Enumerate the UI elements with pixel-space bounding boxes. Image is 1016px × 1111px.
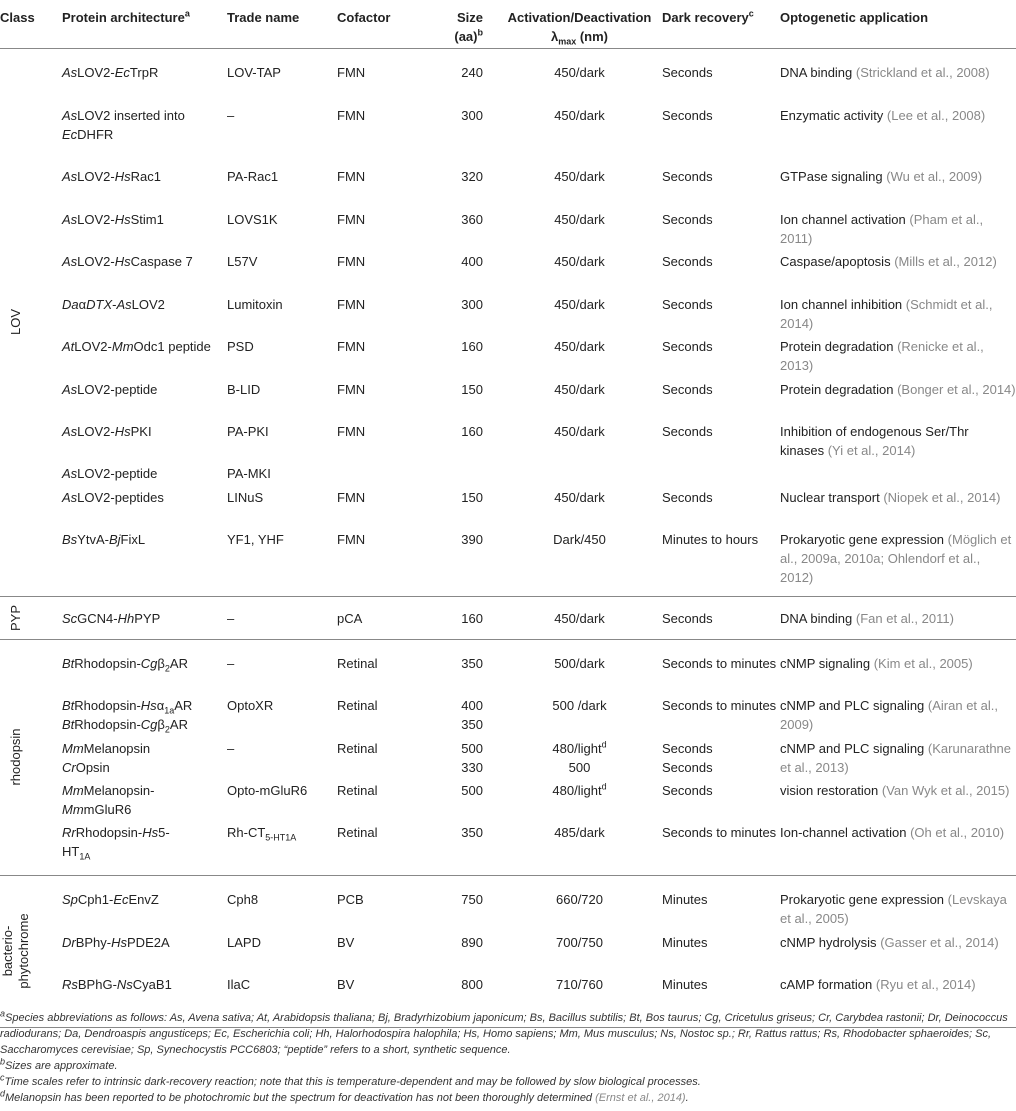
size-cell: 360: [461, 212, 483, 227]
cofactor-cell: FMN: [337, 212, 366, 227]
trade-cell: –: [227, 596, 337, 639]
activation-cell: 450/dark: [554, 297, 605, 312]
dark-cell: Minutes to hours: [662, 530, 780, 596]
trade-cell: Opto-mGluR6: [227, 783, 308, 798]
activation-cell: 450/dark: [554, 490, 605, 505]
application-cell: cNMP hydrolysis (Gasser et al., 2014): [780, 935, 999, 950]
architecture-cell: AsLOV2-peptide: [62, 382, 158, 397]
cofactor-cell: FMN: [337, 65, 366, 80]
architecture-cell: BtRhodopsin-Cgβ$_2$AR: [62, 656, 188, 674]
application-cell: DNA binding (Fan et al., 2011): [780, 596, 1016, 639]
cofactor-cell: Retinal: [337, 656, 378, 671]
activation-cell: 500 /dark: [552, 698, 607, 713]
trade-cell: LOVS1K: [227, 212, 278, 227]
trade-cell: PSD: [227, 339, 254, 354]
cofactor-cell: FMN: [337, 339, 366, 354]
application-cell: cNMP and PLC signaling (Karunarathne et al., 2013): [780, 741, 1012, 775]
architecture-cell: AsLOV2-HsStim1: [62, 212, 164, 227]
architecture-cell: MmMelanopsin CrOpsin: [62, 741, 151, 775]
activation-cell: 450/dark: [554, 65, 605, 80]
group-label-pyp: PYP: [0, 596, 62, 639]
dark-cell: Seconds to minutes: [662, 656, 777, 671]
cofactor-cell: pCA: [337, 596, 427, 639]
activation-cell: 710/760: [497, 975, 662, 1027]
activation-cell: 450/dark: [554, 108, 605, 123]
dark-cell: Seconds: [662, 108, 713, 123]
architecture-cell: AtLOV2-MmOdc1 peptide: [62, 339, 211, 354]
architecture-cell: MmMelanopsin- MmmGluR6: [62, 783, 155, 817]
header-cofactor: Cofactor: [337, 0, 427, 48]
header-size: Size (aa)$^b$: [427, 0, 497, 48]
application-cell: DNA binding (Strickland et al., 2008): [780, 65, 990, 80]
table-row: [0, 106, 1016, 167]
architecture-cell: SpCph1-EcEnvZ: [62, 892, 159, 907]
application-cell: Protein degradation (Renicke et al., 2013): [780, 339, 984, 373]
activation-cell: Dark/450: [497, 530, 662, 596]
footnote-a: $^a$Species abbreviations as follows: As, Avena sativa; At, Arabidopsis thaliana; Bj, Bradyrhizobium japonicum; Bs, Bacillus subtilis; Bt, Bos taurus; Cg, Cricetulus griseus; Cr, Carybdea rastonii; Dr, Deinococcus radiodurans; Da, Dendroaspis angusticeps; Ec, Escherichia coli; Hh, Halorhodospira halophila; Hs, Homo sapiens; Mm, Mus musculus; Ns, Nostoc sp.; Rr, Rattus rattus; Rs, Rhodobacter sphaeroides; Sc, Saccharomyces cerevisiae; Sp, Synechocystis PCC6803; “peptide” refers to a short, synthetic sequence.: [0, 1008, 1008, 1056]
application-cell: Nuclear transport (Niopek et al., 2014): [780, 490, 1001, 505]
activation-cell: 480/light$^d$ 500: [552, 739, 607, 775]
trade-cell: LOV-TAP: [227, 65, 281, 80]
dark-cell: Seconds: [662, 424, 713, 439]
table-row: [0, 530, 1016, 596]
application-cell: Caspase/apoptosis (Mills et al., 2012): [780, 254, 997, 269]
size-cell: 350: [461, 656, 483, 671]
architecture-cell: AsLOV2-EcTrpR: [62, 65, 159, 80]
footnote-d: $^d$Melanopsin has been reported to be photochromic but the spectrum for deactivation has not been thoroughly determined (Ernst et al., 2014).: [0, 1088, 689, 1104]
size-cell: 320: [461, 169, 483, 184]
activation-cell: 450/dark: [554, 254, 605, 269]
cofactor-cell: BV: [337, 935, 355, 950]
table-row: [0, 933, 1016, 975]
cofactor-cell: Retinal: [337, 741, 378, 756]
size-cell: 240: [461, 65, 483, 80]
trade-cell: LAPD: [227, 935, 261, 950]
table-row: [0, 596, 1016, 639]
header-activation: Activation/Deactivation $\lambda_{max}$ (nm): [497, 0, 662, 48]
dark-cell: Minutes: [662, 975, 780, 1027]
cofactor-cell: FMN: [337, 490, 366, 505]
size-cell: 400: [461, 254, 483, 269]
architecture-cell: AsLOV2-peptides: [62, 490, 164, 505]
application-cell: Enzymatic activity (Lee et al., 2008): [780, 108, 986, 123]
dark-cell: Seconds: [662, 254, 713, 269]
size-cell: 750: [461, 892, 483, 907]
header-row: [0, 0, 1016, 48]
header-architecture: Protein architecture$^a$: [62, 0, 227, 48]
cofactor-cell: FMN: [337, 424, 366, 439]
application-cell: Inhibition of endogenous Ser/Thr kinases (Yi et al., 2014): [780, 424, 969, 458]
architecture-cell: AsLOV2-HsRac1: [62, 169, 161, 184]
trade-cell: YF1, YHF: [227, 530, 337, 596]
activation-cell: 450/dark: [554, 382, 605, 397]
footnote-c: $^c$Time scales refer to intrinsic dark-recovery reaction; note that this is temperature-dependent and may be followed by slow biological processes.: [0, 1072, 701, 1088]
group-label-lov: LOV: [0, 48, 62, 596]
size-cell: 890: [461, 935, 483, 950]
dark-cell: Seconds: [662, 169, 713, 184]
cofactor-cell: FMN: [337, 169, 366, 184]
cofactor-cell: Retinal: [337, 698, 378, 713]
cofactor-cell: Retinal: [337, 823, 427, 875]
activation-cell: 480/light$^d$: [552, 781, 607, 798]
footnote-b: $^b$Sizes are approximate.: [0, 1056, 118, 1072]
trade-cell: IlaC: [227, 975, 337, 1027]
application-cell: Prokaryotic gene expression (Möglich et al., 2009a, 2010a; Ohlendorf et al., 2012): [780, 530, 1016, 596]
table-row: [0, 781, 1016, 823]
application-cell: Protein degradation (Bonger et al., 2014): [780, 382, 1016, 397]
size-cell: 500: [461, 783, 483, 798]
table-row: [0, 890, 1016, 933]
dark-cell: Seconds: [662, 212, 713, 227]
table-row: [0, 63, 1016, 106]
table-row: [0, 488, 1016, 530]
trade-cell: PA-MKI: [227, 466, 271, 481]
application-cell: GTPase signaling (Wu et al., 2009): [780, 169, 983, 184]
cofactor-cell: FMN: [337, 382, 366, 397]
trade-cell: Lumitoxin: [227, 297, 283, 312]
application-cell: vision restoration (Van Wyk et al., 2015): [780, 783, 1010, 798]
header-class: Class: [0, 0, 62, 48]
dark-cell: Seconds: [662, 339, 713, 354]
size-cell: 350: [427, 823, 497, 875]
architecture-cell: AsLOV2-HsPKI: [62, 424, 152, 439]
cofactor-cell: FMN: [337, 108, 366, 123]
activation-cell: 700/750: [556, 935, 603, 950]
cofactor-cell: FMN: [337, 530, 427, 596]
dark-cell: Seconds: [662, 783, 713, 798]
trade-cell: PA-Rac1: [227, 169, 279, 184]
cofactor-cell: Retinal: [337, 783, 378, 798]
activation-cell: 450/dark: [554, 169, 605, 184]
size-cell: 160: [427, 596, 497, 639]
dark-cell: Seconds: [662, 596, 780, 639]
trade-cell: –: [227, 656, 235, 671]
application-cell: Ion-channel activation (Oh et al., 2010): [780, 823, 1016, 875]
size-cell: 300: [461, 108, 483, 123]
size-cell: 160: [461, 339, 483, 354]
table-row: [0, 654, 1016, 696]
table-row: [0, 696, 1016, 739]
architecture-cell: BsYtvA-BjFixL: [62, 530, 227, 596]
table-row: [0, 295, 1016, 337]
table-row: [0, 380, 1016, 422]
application-cell: Prokaryotic gene expression (Levskaya et al., 2005): [780, 892, 1007, 926]
architecture-cell: DaαDTX-AsLOV2: [62, 297, 165, 312]
table-row: [0, 739, 1016, 781]
activation-cell: 500/dark: [554, 656, 605, 671]
architecture-cell: RrRhodopsin-Hs5- $HT_{1A}$: [62, 823, 227, 875]
application-cell: Ion channel activation (Pham et al., 2011): [780, 212, 984, 246]
dark-cell: Seconds: [662, 382, 713, 397]
trade-cell: Cph8: [227, 892, 259, 907]
architecture-cell: RsBPhG-NsCyaB1: [62, 975, 227, 1027]
cofactor-cell: FMN: [337, 254, 366, 269]
architecture-cell: BtRhodopsin-Hsα$_{1a}$AR BtRhodopsin-Cgβ$_2$AR: [62, 698, 193, 735]
trade-cell: B-LID: [227, 382, 261, 397]
size-cell: 500 330: [461, 741, 483, 775]
table-row: [0, 337, 1016, 380]
table-footnotes: [0, 1010, 1016, 1106]
table-row: [0, 823, 1016, 875]
trade-cell: LINuS: [227, 490, 264, 505]
trade-cell: $Rh-CT_{5-HT1A}$: [227, 823, 337, 875]
group-label-bacteriophytochrome: bacterio- phytochrome: [0, 875, 62, 1027]
architecture-cell: AsLOV2-HsCaspase 7: [62, 254, 193, 269]
dark-cell: Seconds to minutes: [662, 823, 780, 875]
table-row: [0, 210, 1016, 252]
size-cell: 800: [427, 975, 497, 1027]
dark-cell: Seconds: [662, 65, 713, 80]
application-cell: cNMP and PLC signaling (Airan et al., 2009): [780, 698, 998, 732]
architecture-cell: DrBPhy-HsPDE2A: [62, 935, 170, 950]
activation-cell: 450/dark: [497, 596, 662, 639]
trade-cell: OptoXR: [227, 698, 274, 713]
header-trade: Trade name: [227, 0, 337, 48]
table-row: [0, 252, 1016, 295]
activation-cell: 450/dark: [554, 424, 605, 439]
dark-cell: Seconds to minutes: [662, 698, 777, 713]
header-application: Optogenetic application: [780, 0, 1016, 48]
size-cell: 390: [427, 530, 497, 596]
table-row: [0, 422, 1016, 464]
size-cell: 150: [461, 382, 483, 397]
trade-cell: L57V: [227, 254, 258, 269]
cofactor-cell: FMN: [337, 297, 366, 312]
architecture-cell: ScGCN4-HhPYP: [62, 596, 227, 639]
activation-cell: 660/720: [556, 892, 603, 907]
size-cell: 400 350: [461, 698, 483, 732]
dark-cell: Seconds: [662, 297, 713, 312]
dark-cell: Seconds Seconds: [662, 741, 713, 775]
cofactor-cell: BV: [337, 975, 427, 1027]
application-cell: Ion channel inhibition (Schmidt et al., 2014): [780, 297, 993, 331]
table-row: [0, 464, 1016, 488]
group-label-rhodopsin: rhodopsin: [0, 639, 62, 875]
activation-cell: 450/dark: [554, 212, 605, 227]
header-dark: Dark recovery$^c$: [662, 0, 780, 48]
trade-cell: –: [227, 741, 235, 756]
cofactor-cell: PCB: [337, 892, 364, 907]
dark-cell: Minutes: [662, 935, 708, 950]
size-cell: 300: [461, 297, 483, 312]
table-row: [0, 167, 1016, 210]
size-cell: 160: [461, 424, 483, 439]
activation-cell: 450/dark: [554, 339, 605, 354]
application-cell: cNMP signaling (Kim et al., 2005): [780, 656, 973, 671]
architecture-cell: AsLOV2-peptide: [62, 466, 158, 481]
dark-cell: Seconds: [662, 490, 713, 505]
application-cell: cAMP formation (Ryu et al., 2014): [780, 975, 1016, 1027]
trade-cell: –: [227, 108, 235, 123]
dark-cell: Minutes: [662, 892, 708, 907]
architecture-cell: AsLOV2 inserted into EcDHFR: [62, 108, 185, 142]
size-cell: 150: [461, 490, 483, 505]
activation-cell: 485/dark: [497, 823, 662, 875]
trade-cell: PA-PKI: [227, 424, 269, 439]
